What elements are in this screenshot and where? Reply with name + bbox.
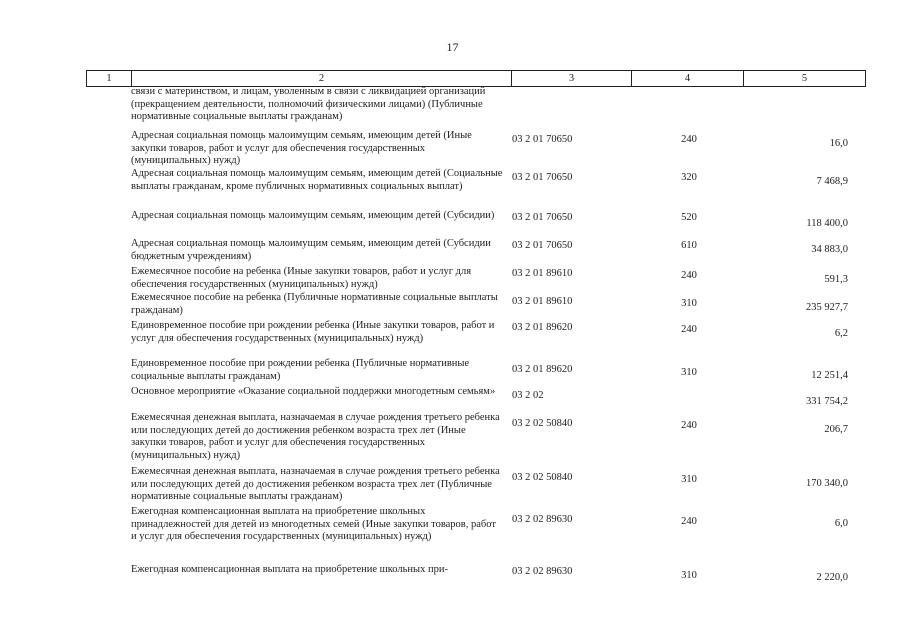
row-expense-type: 310 [681,298,697,309]
row-description: Единовременное пособие при рождении ребенка (Иные закупки товаров, работ и услуг для обеспечения государственных (муниципальных) нужд) [131,320,495,344]
row-description: Ежегодная компенсационная выплата на приобретение школьных принадлежностей для детей из многодетных семей (Иные закупки товаров, работ и услуг для обеспечения государственных (муниципальных) нужд) [131,506,496,542]
row-amount: 331 754,2 [806,396,848,407]
row-description: Ежемесячное пособие на ребенка (Публичные нормативные социальные выплаты гражданам) [131,292,498,316]
row-amount: 206,7 [824,424,848,435]
table-header [86,70,866,87]
row-amount: 34 883,0 [811,244,848,255]
row-expense-type: 520 [681,212,697,223]
row-description: Ежемесячное пособие на ребенка (Иные закупки товаров, работ и услуг для обеспечения государственных (муниципальных) нужд) [131,266,472,290]
row-code: 03 2 01 70650 [512,172,573,183]
row-code: 03 2 02 50840 [512,418,573,429]
row-code: 03 2 01 70650 [512,240,573,251]
row-expense-type: 310 [681,474,697,485]
row-description: Адресная социальная помощь малоимущим семьям, имеющим детей (Субсидии) [131,210,495,221]
row-code: 03 2 01 89620 [512,364,573,375]
row-description: Адресная социальная помощь малоимущим семьям, имеющим детей (Социальные выплаты гражданам, кроме публичных нормативных социальных выплат) [131,168,503,192]
row-expense-type: 240 [681,134,697,145]
row-code: 03 2 01 89620 [512,322,573,333]
row-amount: 6,2 [834,328,848,339]
row-expense-type: 240 [681,516,697,527]
row-description: Ежегодная компенсационная выплата на приобретение школьных при- [131,564,448,575]
row-expense-type: 240 [681,270,697,281]
page-number: 17 [446,40,459,54]
column-header-2: 2 [131,71,511,86]
column-header-1: 1 [106,73,112,84]
row-description: Единовременное пособие при рождении ребенка (Публичные нормативные социальные выплаты гражданам) [131,358,470,382]
row-code: 03 2 01 70650 [512,134,573,145]
row-expense-type: 310 [681,570,697,581]
row-amount: 12 251,4 [811,370,848,381]
row-amount: 235 927,7 [806,302,848,313]
column-header-3: 3 [511,71,631,86]
row-description: Основное мероприятие «Оказание социальной поддержки многодетным семьям» [131,386,496,397]
row-code: 03 2 01 89610 [512,296,573,307]
row-expense-type: 240 [681,324,697,335]
row-amount: 7 468,9 [816,176,848,187]
column-header-5: 5 [743,71,865,86]
row-code: 03 2 02 89630 [512,566,573,577]
row-code: 03 2 02 [512,390,544,401]
row-description: Ежемесячная денежная выплата, назначаемая в случае рождения третьего ребенка или последующих детей до достижения ребенком возраста трех лет (Иные закупки товаров, работ и услуг для обеспечения государственных (муниципальных) нужд) [131,412,500,461]
row-expense-type: 610 [681,240,697,251]
row-code: 03 2 02 89630 [512,514,573,525]
row-expense-type: 320 [681,172,697,183]
row-description: Ежемесячная денежная выплата, назначаемая в случае рождения третьего ребенка или последующих детей до достижения ребенком возраста трех лет (Публичные нормативные социальные выплаты гражданам) [131,466,500,502]
row-amount: 118 400,0 [806,218,848,229]
row-description: Адресная социальная помощь малоимущим семьям, имеющим детей (Субсидии бюджетным учреждениям) [131,238,491,262]
row-amount: 16,0 [829,138,848,149]
row-amount: 6,0 [834,518,848,529]
row-amount: 170 340,0 [806,478,848,489]
row-amount: 2 220,0 [816,572,848,583]
column-header-4: 4 [631,71,743,86]
row-code: 03 2 01 70650 [512,212,573,223]
row-description: связи с материнством, и лицам, уволенным в связи с ликвидацией организаций (прекращением деятельности, полномочий физическими лицами) (Публичные нормативные социальные выплаты гражданам) [131,86,486,122]
row-amount: 591,3 [824,274,848,285]
row-code: 03 2 01 89610 [512,268,573,279]
row-description: Адресная социальная помощь малоимущим семьям, имеющим детей (Иные закупки товаров, работ и услуг для обеспечения государственных (муниципальных) нужд) [131,130,472,166]
row-expense-type: 310 [681,367,697,378]
row-expense-type: 240 [681,420,697,431]
row-code: 03 2 02 50840 [512,472,573,483]
